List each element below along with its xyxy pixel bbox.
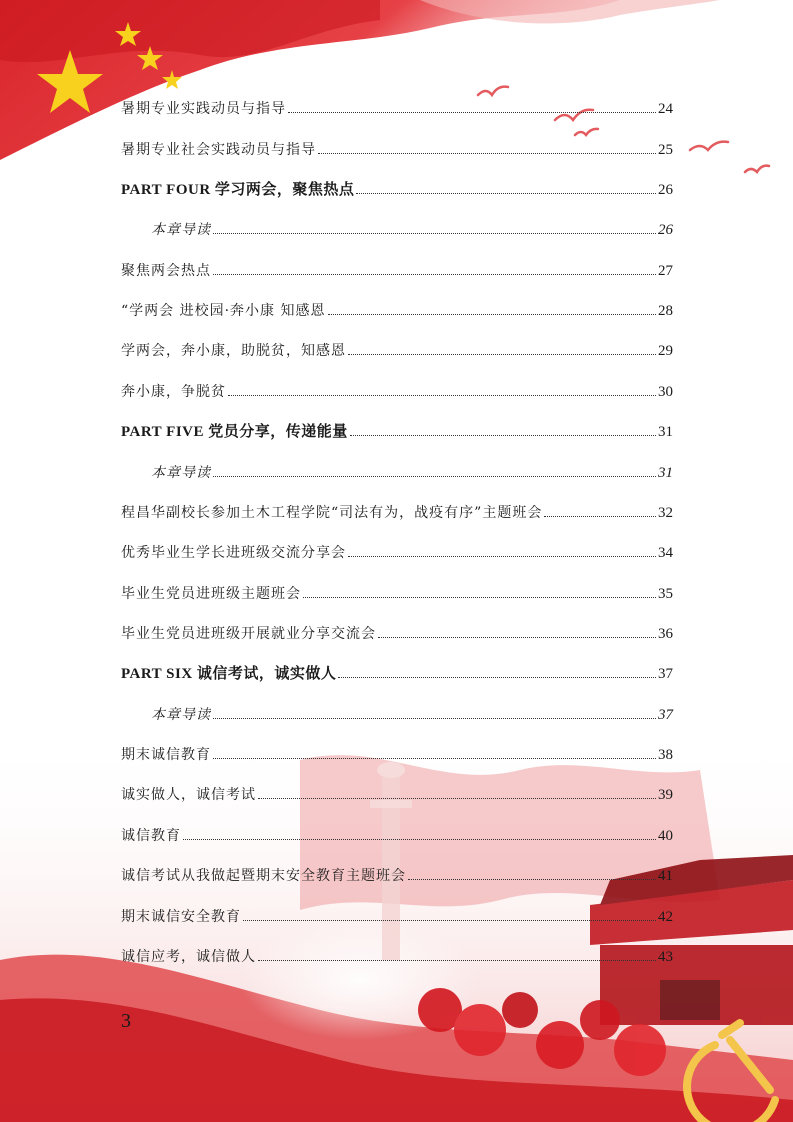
toc-entry[interactable] [121,817,673,845]
toc-entry-page: 29 [658,343,673,359]
dot-leader [378,636,656,638]
toc-entry[interactable] [121,857,673,885]
toc-entry[interactable] [121,575,673,603]
dot-leader [213,232,656,234]
toc-entry[interactable] [121,373,673,401]
toc-part-heading[interactable] [121,171,673,199]
toc-entry-title: 期末诚信安全教育 [121,909,241,925]
toc-entry-page: 37 [658,707,673,723]
toc-entry-title: 毕业生党员进班级主题班会 [121,586,301,602]
toc-entry-page: 26 [658,182,673,198]
toc-entry-title: 本章导读 [151,465,211,481]
toc-chapter-guide[interactable] [151,696,673,724]
toc-entry-page: 39 [658,787,673,803]
dot-leader [243,919,656,921]
page-number: 3 [121,1010,131,1032]
dot-leader [318,152,656,154]
toc-entry[interactable] [121,494,673,522]
toc-part-heading[interactable] [121,413,673,441]
dot-leader [328,313,656,315]
toc-entry[interactable] [121,131,673,159]
toc-entry-title: “学两会 进校园·奔小康 知感恩 [121,303,326,319]
toc-entry-title: 本章导读 [151,707,211,723]
toc-entry-title: PART FOUR 学习两会，聚焦热点 [121,182,355,198]
toc-entry-page: 31 [658,424,673,440]
dot-leader [348,353,656,355]
toc-entry-page: 30 [658,384,673,400]
dot-leader [338,676,656,678]
toc-entry-title: 毕业生党员进班级开展就业分享交流会 [121,626,376,642]
toc-entry-page: 27 [658,263,673,279]
toc-entry-page: 32 [658,505,673,521]
toc-entry[interactable] [121,736,673,764]
dot-leader [288,111,656,113]
toc-entry-title: 暑期专业实践动员与指导 [121,101,286,117]
dot-leader [183,838,656,840]
dot-leader [213,717,656,719]
toc-entry-page: 31 [658,465,673,481]
toc-entry[interactable] [121,252,673,280]
toc-entry-title: 优秀毕业生学长进班级交流分享会 [121,545,346,561]
toc-entry-title: PART SIX 诚信考试，诚实做人 [121,666,337,682]
dot-leader [408,878,656,880]
toc-chapter-guide[interactable] [151,211,673,239]
toc-entry[interactable] [121,332,673,360]
toc-entry-title: 聚焦两会热点 [121,263,211,279]
toc-entry-page: 41 [658,868,673,884]
toc-entry[interactable] [121,615,673,643]
toc-entry-page: 34 [658,545,673,561]
dot-leader [213,475,656,477]
dot-leader [350,434,656,436]
toc-entry-page: 25 [658,142,673,158]
toc-entry-page: 35 [658,586,673,602]
toc-entry-title: 诚信考试从我做起暨期末安全教育主题班会 [121,868,406,884]
dot-leader [258,959,656,961]
toc-entry-page: 40 [658,828,673,844]
toc-entry-title: 学两会，奔小康，助脱贫，知感恩 [121,343,346,359]
toc-entry[interactable] [121,534,673,562]
toc-entry-title: 诚信教育 [121,828,181,844]
toc-entry[interactable] [121,292,673,320]
toc-entry[interactable] [121,898,673,926]
toc-entry-title: 程昌华副校长参加土木工程学院“司法有为，战疫有序”主题班会 [121,505,543,521]
toc-chapter-guide[interactable] [151,454,673,482]
toc-entry[interactable] [121,776,673,804]
toc-entry-page: 28 [658,303,673,319]
toc-entry-title: 诚信应考，诚信做人 [121,949,256,965]
toc-entry[interactable] [121,90,673,118]
toc-entry-page: 43 [658,949,673,965]
dot-leader [348,555,656,557]
toc-part-heading[interactable] [121,655,673,683]
toc-entry-page: 42 [658,909,673,925]
toc-entry-title: 暑期专业社会实践动员与指导 [121,142,316,158]
toc-entry-page: 24 [658,101,673,117]
dot-leader [303,596,656,598]
dot-leader [213,273,656,275]
toc-entry-title: PART FIVE 党员分享，传递能量 [121,424,348,440]
dot-leader [213,757,656,759]
toc-entry-title: 期末诚信教育 [121,747,211,763]
toc-entry-title: 奔小康，争脱贫 [121,384,226,400]
toc-entry-page: 37 [658,666,673,682]
dot-leader [356,192,656,194]
dot-leader [258,797,656,799]
dot-leader [228,394,656,396]
toc-entry[interactable] [121,938,673,966]
toc-entry-page: 26 [658,222,673,238]
toc-entry-page: 38 [658,747,673,763]
dot-leader [544,515,656,517]
toc-entry-title: 本章导读 [151,222,211,238]
toc-entry-page: 36 [658,626,673,642]
toc-entry-title: 诚实做人，诚信考试 [121,787,256,803]
